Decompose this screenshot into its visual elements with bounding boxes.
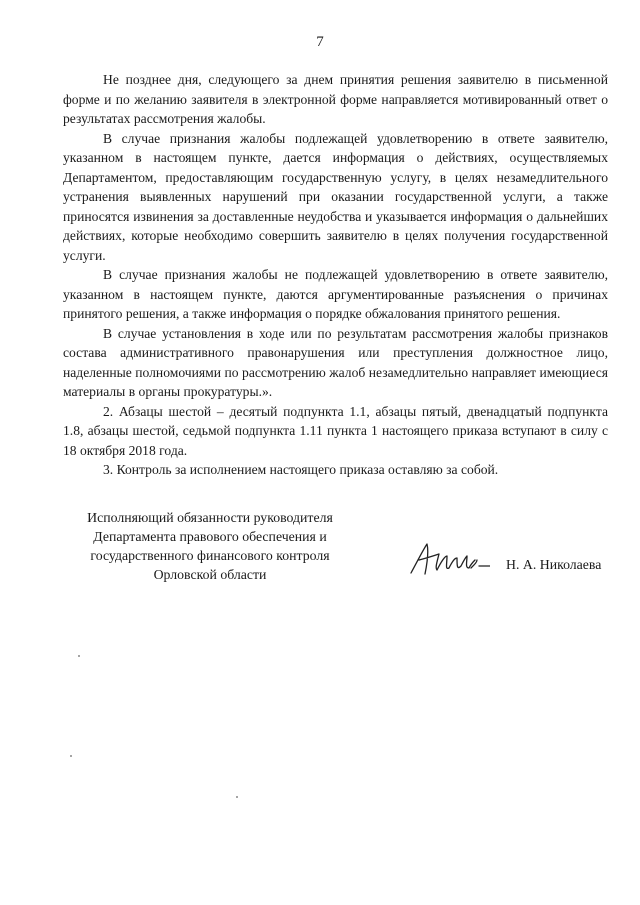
paragraph-complaint-rejected: В случае признания жалобы не подлежащей удовлетворению в ответе заявителю, указанном в настоящем пункте, даются аргументированные разъяснения о причинах принятого решения, а также информация о порядке обжалования принятого решения.	[63, 267, 608, 321]
paragraph-response-deadline: Не позднее дня, следующего за днем принятия решения заявителю в письменной форме и по желанию заявителя в электронной форме направляется мотивированный ответ о результатах рассмотрения жалобы.	[63, 72, 608, 126]
signatory-title-line: Орловской области	[153, 567, 267, 582]
signatory-title-line: Департамента правового обеспечения и	[93, 529, 327, 544]
signatory-title	[60, 508, 360, 584]
signatory-name: Н. А. Николаева	[506, 557, 602, 572]
paragraph-complaint-satisfied: В случае признания жалобы подлежащей удовлетворению в ответе заявителю, указанном в настоящем пункте, дается информация о действиях, осуществляемых Департаментом, предоставляющим государственную услугу, в целях незамедлительного устранения выявленных нарушений при оказании государственной услуги, а также приносятся извинения за доставленные неудобства и указывается информация о дальнейших действиях, которые необходимо совершить заявителю в целях получения государственной услуги.	[63, 130, 608, 263]
paragraph-control: 3. Контроль за исполнением настоящего приказа оставляю за собой.	[103, 462, 499, 477]
paragraph-prosecutor-referral: В случае установления в ходе или по результатам рассмотрения жалобы признаков состава административного правонарушения или преступления должностное лицо, наделенные полномочиями по рассмотрению жалоб незамедлительно направляет имеющиеся материалы в органы прокуратуры.».	[63, 325, 608, 399]
paragraph-effective-date: 2. Абзацы шестой – десятый подпункта 1.1, абзацы пятый, двенадцатый подпункта 1.8, абзацы шестой, седьмой подпункта 1.11 пункта 1 настоящего приказа вступают в силу с 18 октября 2018 года.	[63, 403, 608, 458]
scan-speck	[70, 755, 72, 757]
handwritten-signature	[405, 540, 490, 580]
signatory-title-line: государственного финансового контроля	[90, 548, 330, 563]
scan-speck	[78, 655, 80, 657]
page-number: 7	[316, 34, 324, 50]
document-body	[63, 70, 608, 480]
signatory-title-line: Исполняющий обязанности руководителя	[87, 510, 333, 525]
scan-speck	[236, 796, 238, 798]
